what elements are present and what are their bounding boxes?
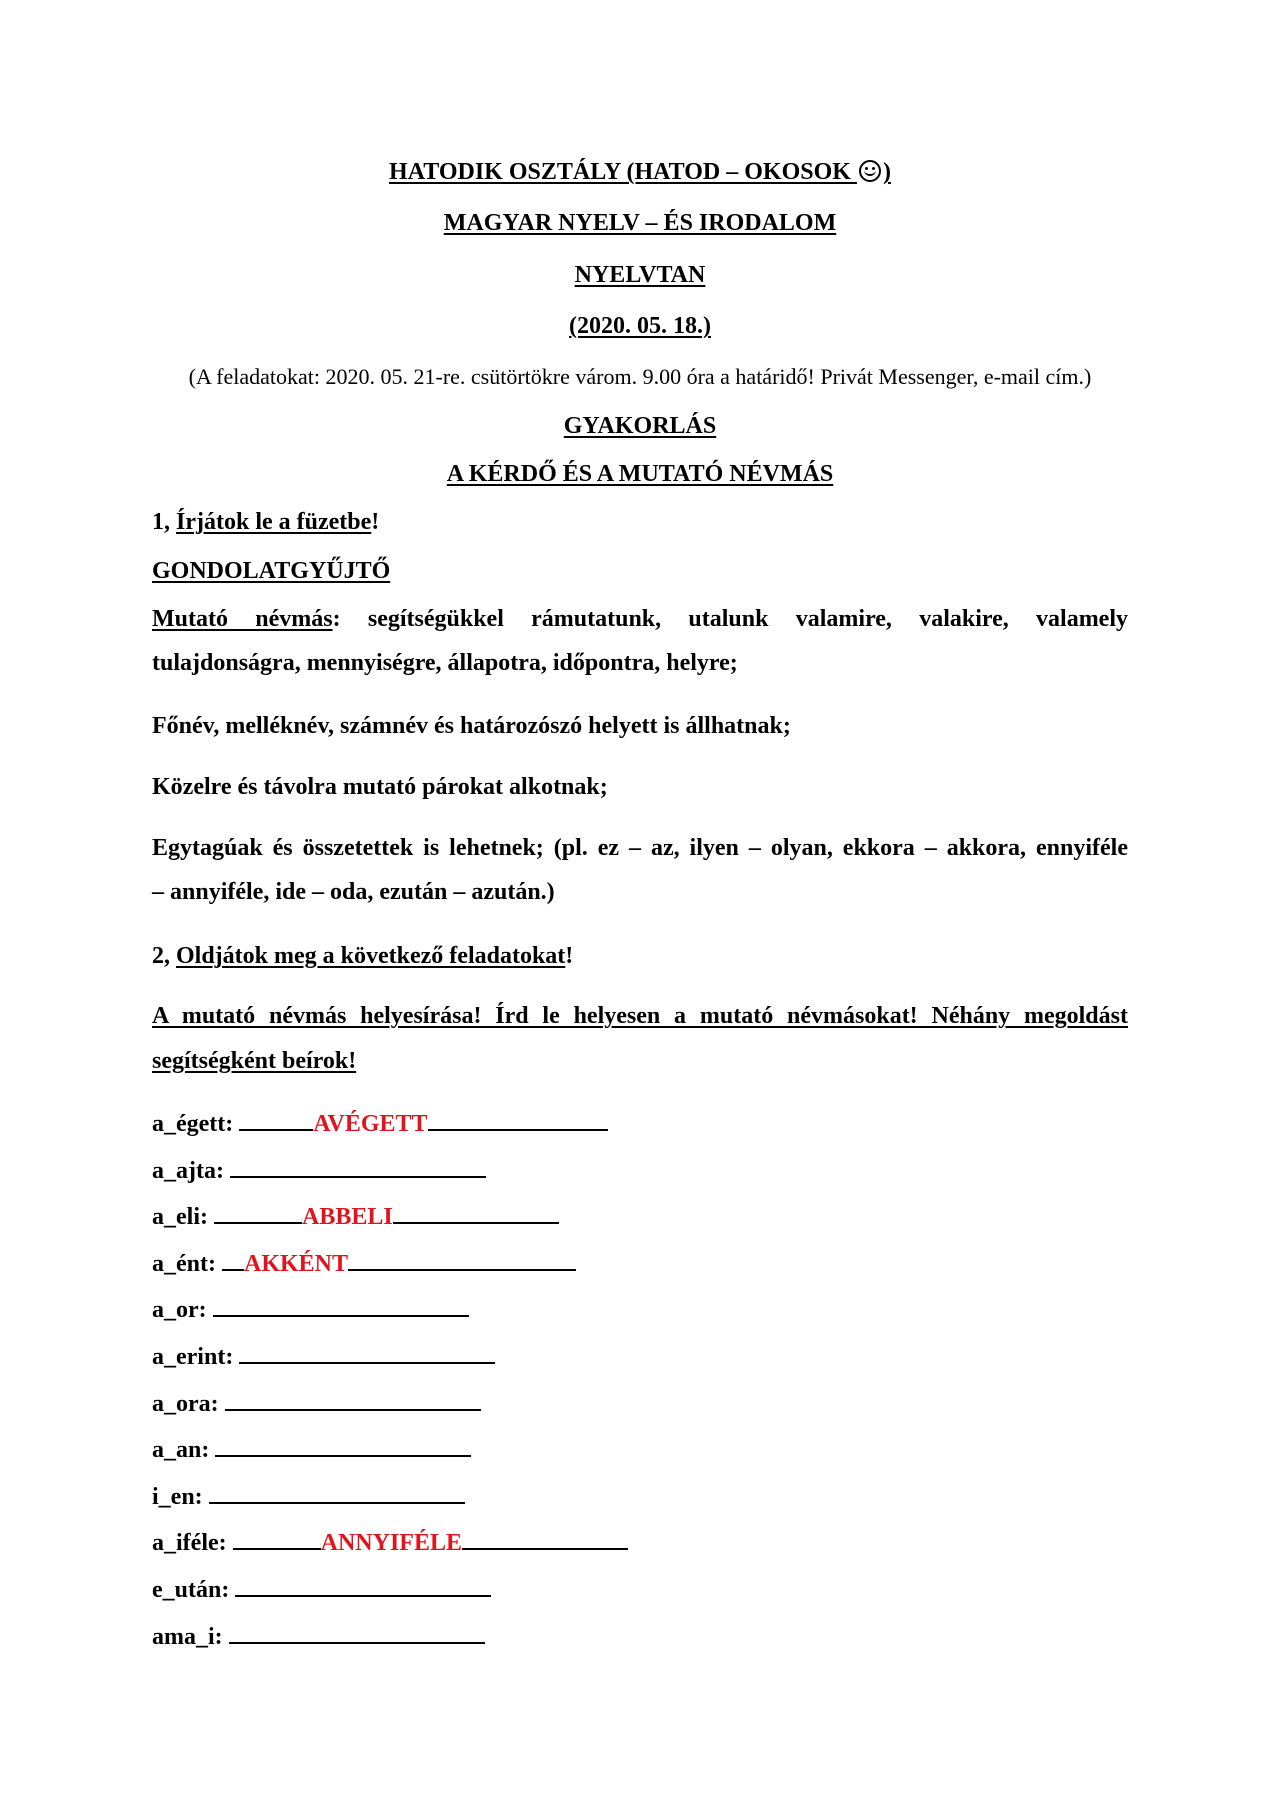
answer-blank[interactable] (214, 1198, 302, 1224)
exercise-row (152, 1291, 469, 1325)
definition-line-2: tulajdonságra, mennyiségre, állapotra, időpontra, helyre; (152, 650, 738, 676)
point-2: Főnév, melléknév, számnév és határozószó helyett is állhatnak; (152, 713, 791, 739)
answer-blank[interactable] (209, 1478, 465, 1504)
answer-blank[interactable] (393, 1198, 559, 1224)
exercise-prompt: a_iféle: (152, 1530, 233, 1557)
task2-instruction: 2, Oldjátok meg a következő feladatokat! (152, 943, 574, 969)
task2-subtask-line-2: segítségként beírok! (152, 1048, 357, 1074)
exercise-prompt: a_eli: (152, 1204, 214, 1231)
deadline-note: (A feladatokat: 2020. 05. 21-re. csütörtökre várom. 9.00 óra a határidő! Privát Messenger, e-mail cím.) (188, 364, 1092, 389)
answer-blank[interactable] (348, 1245, 576, 1271)
answer-blank[interactable] (213, 1291, 469, 1317)
task1-instruction: 1, Írjátok le a füzetbe! (152, 509, 380, 535)
answer-blank[interactable] (428, 1105, 608, 1131)
exercise-prompt: ama_i: (152, 1623, 229, 1650)
date-heading: (2020. 05. 18.) (569, 313, 711, 339)
exercise-row (152, 1338, 495, 1372)
exercise-row (152, 1524, 628, 1558)
answer-blank[interactable] (229, 1618, 485, 1644)
sample-answer: ABBELI (301, 1204, 393, 1231)
subsection-heading: A KÉRDŐ ÉS A MUTATÓ NÉVMÁS (446, 461, 834, 487)
exercise-row (152, 1152, 486, 1186)
answer-blank[interactable] (222, 1245, 244, 1271)
subject-heading: MAGYAR NYELV – ÉS IRODALOM (443, 210, 837, 236)
sample-answer: AVÉGETT (313, 1111, 428, 1137)
exercise-row (152, 1478, 465, 1512)
task1-heading: GONDOLATGYŰJTŐ (152, 558, 391, 584)
task2-subtask-line-1: A mutató névmás helyesírása! Írd le helyesen a mutató névmásokat! Néhány megoldást (152, 1003, 1128, 1029)
answer-blank[interactable] (462, 1524, 628, 1550)
exercise-prompt: a_erint: (152, 1344, 240, 1370)
exercise-row (152, 1618, 485, 1652)
answer-blank[interactable] (233, 1524, 321, 1550)
exercise-prompt: a_an: (152, 1437, 216, 1464)
point-4-line-1: Egytagúak és összetettek is lehetnek; (pl. ez – az, ilyen – olyan, ekkora – akkora, ennyiféle (152, 835, 1128, 861)
exercise-prompt: a_égett: (152, 1111, 240, 1137)
exercise-row (152, 1571, 491, 1605)
answer-blank[interactable] (235, 1571, 491, 1597)
point-3: Közelre és távolra mutató párokat alkotnak; (152, 774, 608, 800)
answer-blank[interactable] (215, 1431, 471, 1457)
exercise-prompt: i_en: (152, 1483, 209, 1510)
exercise-row (152, 1431, 471, 1465)
exercise-prompt: a_or: (152, 1297, 213, 1324)
exercise-prompt: a_ora: (152, 1390, 225, 1417)
point-4-line-2: – annyiféle, ide – oda, ezután – azután.) (152, 879, 555, 905)
sample-answer: ANNYIFÉLE (320, 1530, 462, 1557)
exercise-prompt: e_után: (152, 1577, 236, 1603)
definition-line-1: Mutató névmás: segítségükkel rámutatunk, utalunk valamire, valakire, valamely (152, 606, 1128, 632)
answer-blank[interactable] (239, 1105, 313, 1131)
answer-blank[interactable] (239, 1338, 495, 1364)
document-title: HATODIK OSZTÁLY (HATOD – OKOSOK ) (389, 159, 891, 185)
answer-blank[interactable] (230, 1152, 486, 1178)
exercise-row (152, 1385, 481, 1419)
exercise-prompt: a_ént: (152, 1250, 222, 1277)
exercise-row (152, 1198, 559, 1232)
sample-answer: AKKÉNT (243, 1250, 348, 1277)
exercise-prompt: a_ajta: (152, 1157, 230, 1184)
exercise-row (152, 1105, 608, 1139)
section-heading: GYAKORLÁS (563, 413, 717, 439)
smiley-face-icon (859, 160, 881, 182)
exercise-row (152, 1245, 576, 1279)
topic-heading: NYELVTAN (574, 262, 706, 288)
answer-blank[interactable] (225, 1385, 481, 1411)
